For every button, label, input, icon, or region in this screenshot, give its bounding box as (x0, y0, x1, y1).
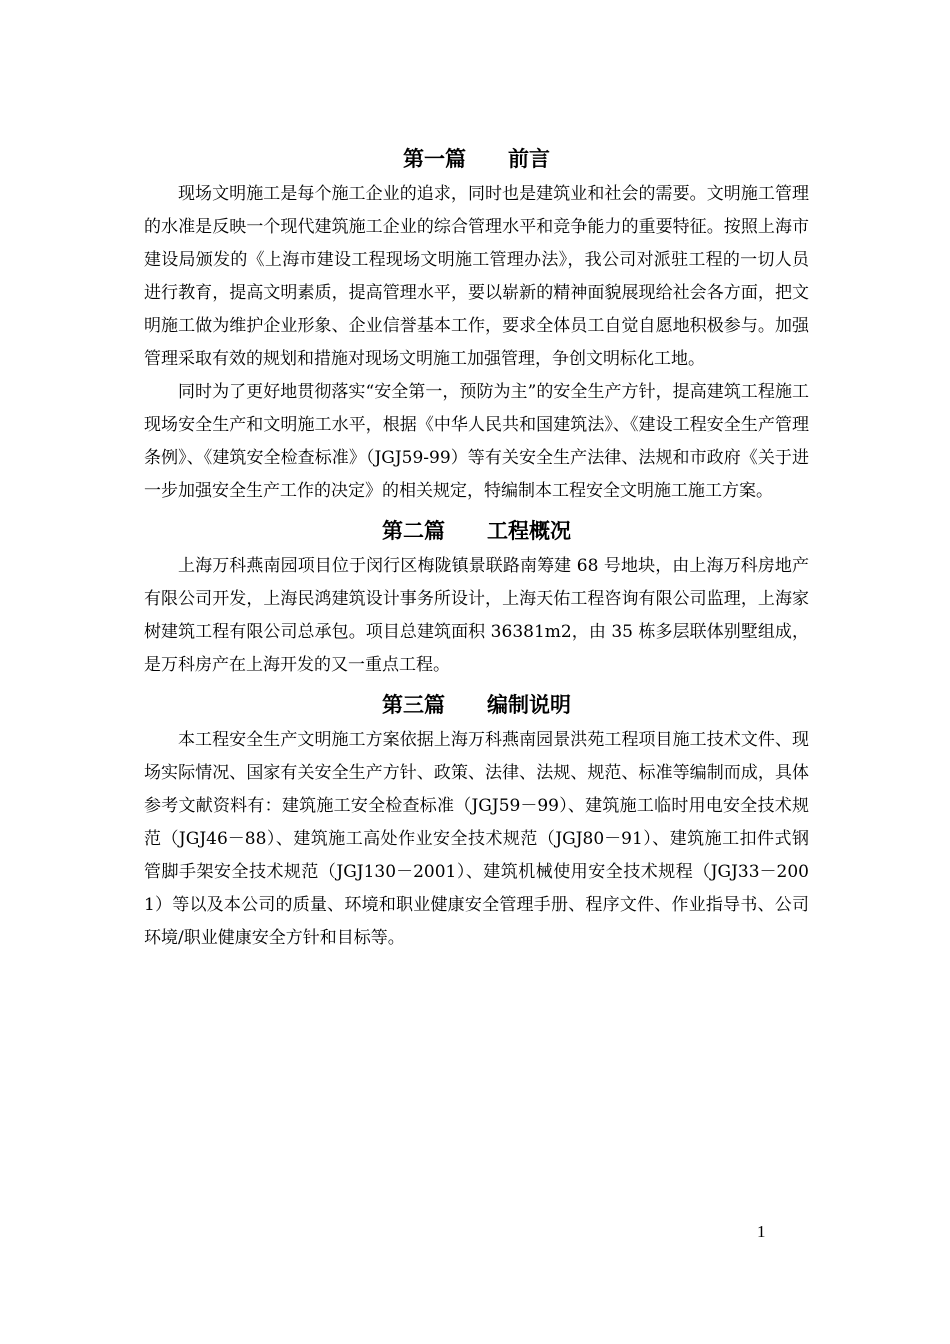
section-heading-compilation-notes: 第三篇 编制说明 (382, 692, 571, 717)
section-heading-project-overview: 第二篇 工程概况 (382, 518, 571, 543)
section-heading-preface: 第一篇 前言 (403, 146, 550, 171)
compilation-paragraph-1: 本工程安全生产文明施工方案依据上海万科燕南园景洪苑工程项目施工技术文件、现场实际情况、国家有关安全生产方针、政策、法律、法规、规范、标准等编制而成，具体参考文献资料有：建筑施工安全检查标准（JGJ59－99）、建筑施工临时用电安全技术规范（JGJ46－88）、建筑施工高处作业安全技术规范（JGJ80－91）、建筑施工扣件式钢管脚手架安全技术规范（JGJ130－2001）、建筑机械使用安全技术规程（JGJ33－2001）等以及本公司的质量、环境和职业健康安全管理手册、程序文件、作业指导书、公司环境/职业健康安全方针和目标等。 (144, 730, 809, 948)
overview-paragraph-1: 上海万科燕南园项目位于闵行区梅陇镇景联路南筹建 68 号地块，由上海万科房地产有限公司开发，上海民鸿建筑设计事务所设计，上海天佑工程咨询有限公司监理，上海家树建筑工程有限公司总承包。项目总建筑面积 36381m2，由 35 栋多层联体别墅组成，是万科房产在上海开发的又一重点工程。 (144, 556, 809, 675)
preface-paragraph-1: 现场文明施工是每个施工企业的追求，同时也是建筑业和社会的需要。文明施工管理的水准是反映一个现代建筑施工企业的综合管理水平和竞争能力的重要特征。按照上海市建设局颁发的《上海市建设工程现场文明施工管理办法》，我公司对派驻工程的一切人员进行教育，提高文明素质，提高管理水平，要以崭新的精神面貌展现给社会各方面，把文明施工做为维护企业形象、企业信誉基本工作，要求全体员工自觉自愿地积极参与。加强管理采取有效的规划和措施对现场文明施工加强管理，争创文明标化工地。 (144, 184, 809, 369)
preface-paragraph-2: 同时为了更好地贯彻落实“安全第一，预防为主”的安全生产方针，提高建筑工程施工现场安全生产和文明施工水平，根据《中华人民共和国建筑法》、《建设工程安全生产管理条例》、《建筑安全检查标准》（JGJ59-99）等有关安全生产法律、法规和市政府《关于进一步加强安全生产工作的决定》的相关规定，特编制本工程安全文明施工施工方案。 (144, 382, 809, 501)
page-number: 1 (757, 1222, 766, 1241)
document-body (144, 140, 809, 955)
